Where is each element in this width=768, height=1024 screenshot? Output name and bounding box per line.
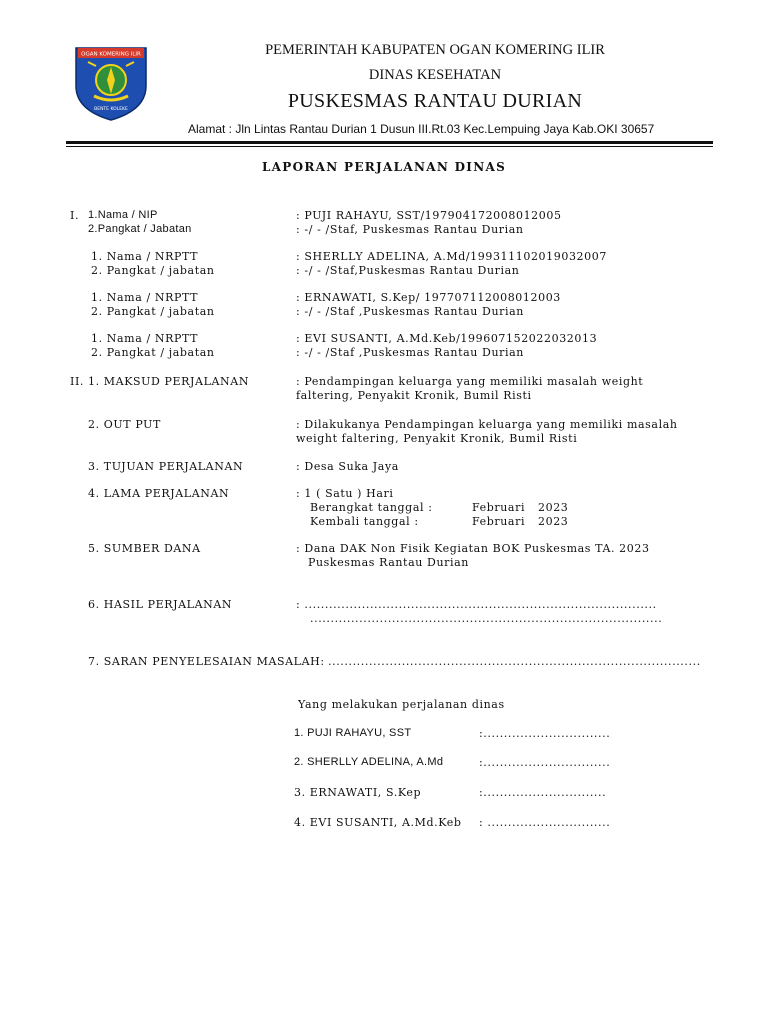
signature-line-2: :............................... — [479, 756, 611, 769]
header-rule-thin — [66, 146, 713, 147]
person-4-name-label: 1. Nama / NRPTT — [91, 332, 199, 345]
saran-value: ........................................................................................... — [328, 655, 701, 668]
signature-name-3: 3. ERNAWATI, S.Kep — [294, 786, 422, 799]
header-puskesmas: PUSKESMAS RANTAU DURIAN — [287, 90, 583, 112]
person-2-name-label: 1. Nama / NRPTT — [91, 250, 199, 263]
person-3-name-value: : ERNAWATI, S.Kep/ 197707112008012003 — [296, 291, 561, 304]
person-3-rank-value: : -/ - /Staf ,Puskesmas Rantau Durian — [296, 305, 524, 318]
sumber-value-line1: : Dana DAK Non Fisik Kegiatan BOK Puskesmas TA. 2023 — [296, 542, 650, 555]
signature-heading: Yang melakukan perjalanan dinas — [298, 698, 505, 711]
header-rule-thick — [66, 141, 713, 144]
person-3-name-label: 1. Nama / NRPTT — [91, 291, 199, 304]
maksud-value-line2: faltering, Penyakit Kronik, Bumil Risti — [296, 389, 532, 402]
berangkat-month: Februari — [472, 501, 526, 514]
berangkat-year: 2023 — [538, 501, 569, 514]
logo-text-bottom: BENTE KOLEKE — [94, 107, 128, 112]
kembali-label: Kembali tanggal : — [310, 515, 419, 528]
tujuan-label: 3. TUJUAN PERJALANAN — [88, 460, 244, 473]
hasil-label: 6. HASIL PERJALANAN — [88, 598, 233, 611]
lama-value: : 1 ( Satu ) Hari — [296, 487, 394, 500]
kembali-month: Februari — [472, 515, 526, 528]
header-department: DINAS KESEHATAN — [368, 67, 502, 83]
person-1-name-label: 1.Nama / NIP — [88, 209, 158, 221]
hasil-value-line2: ...................................................................................... — [310, 612, 663, 625]
person-1-rank-label: 2.Pangkat / Jabatan — [88, 223, 192, 235]
output-value-line1: : Dilakukanya Pendampingan keluarga yang memiliki masalah — [296, 418, 678, 431]
kabupaten-logo — [70, 40, 152, 122]
person-2-name-value: : SHERLLY ADELINA, A.Md/199311102019032007 — [296, 250, 607, 263]
signature-name-1: 1. PUJI RAHAYU, SST — [294, 727, 412, 739]
saran-label: 7. SARAN PENYELESAIAN MASALAH: — [88, 655, 325, 668]
signature-name-2: 2. SHERLLY ADELINA, A.Md — [294, 756, 444, 768]
kembali-year: 2023 — [538, 515, 569, 528]
person-4-rank-label: 2. Pangkat / jabatan — [91, 346, 215, 359]
output-value-line2: weight faltering, Penyakit Kronik, Bumil Risti — [296, 432, 578, 445]
maksud-value-line1: : Pendampingan keluarga yang memiliki masalah weight — [296, 375, 644, 388]
signature-line-4: : .............................. — [479, 816, 611, 829]
person-3-rank-label: 2. Pangkat / jabatan — [91, 305, 215, 318]
signature-line-1: :............................... — [479, 727, 611, 740]
section-1-roman: I. — [70, 209, 80, 222]
header-government: PEMERINTAH KABUPATEN OGAN KOMERING ILIR — [265, 42, 605, 58]
person-4-rank-value: : -/ - /Staf ,Puskesmas Rantau Durian — [296, 346, 524, 359]
signature-name-4: 4. EVI SUSANTI, A.Md.Keb — [294, 816, 462, 829]
header-address: Alamat : Jln Lintas Rantau Durian 1 Dusun III.Rt.03 Kec.Lempuing Jaya Kab.OKI 30657 — [188, 122, 655, 136]
section-2-roman: II. — [70, 375, 84, 388]
hasil-value-line1: : ...................................................................................... — [296, 598, 657, 611]
lama-label: 4. LAMA PERJALANAN — [88, 487, 230, 500]
person-1-rank-value: : -/ - /Staf, Puskesmas Rantau Durian — [296, 223, 524, 236]
maksud-label: 1. MAKSUD PERJALANAN — [88, 375, 250, 388]
signature-line-3: :.............................. — [479, 786, 607, 799]
sumber-value-line2: Puskesmas Rantau Durian — [308, 556, 469, 569]
document-title: LAPORAN PERJALANAN DINAS — [261, 160, 507, 174]
logo-text-top: OGAN KOMERING ILIR — [81, 51, 141, 58]
person-2-rank-value: : -/ - /Staf,Puskesmas Rantau Durian — [296, 264, 520, 277]
tujuan-value: : Desa Suka Jaya — [296, 460, 399, 473]
person-1-name-value: : PUJI RAHAYU, SST/197904172008012005 — [296, 209, 562, 222]
sumber-label: 5. SUMBER DANA — [88, 542, 201, 555]
person-4-name-value: : EVI SUSANTI, A.Md.Keb/199607152022032013 — [296, 332, 598, 345]
person-2-rank-label: 2. Pangkat / jabatan — [91, 264, 215, 277]
output-label: 2. OUT PUT — [88, 418, 161, 431]
berangkat-label: Berangkat tanggal : — [310, 501, 433, 514]
